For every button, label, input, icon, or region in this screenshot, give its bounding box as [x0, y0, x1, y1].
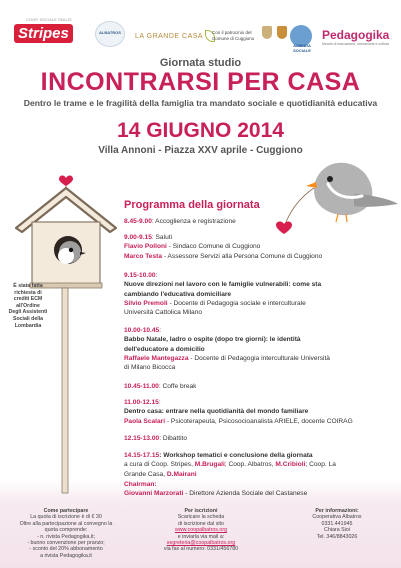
program-item-dibattito — [124, 434, 394, 443]
speaker-name: Marco Testa — [124, 252, 162, 260]
program-item-saluti — [124, 233, 394, 261]
footer-line: quota comprende: — [44, 527, 88, 534]
program-time: 10.45-11.00 — [124, 383, 159, 390]
event-venue: Villa Annoni - Piazza XXV aprile - Cuggiono — [98, 145, 303, 156]
program-chairman — [124, 480, 394, 499]
program-text: : — [155, 272, 158, 279]
talk-title: dell'educatore a domicilio — [124, 345, 205, 353]
azienda-line-2: SOCIALE — [293, 47, 311, 53]
workshop-text: Coop. Stripes, — [151, 461, 195, 469]
pedagogika-subtitle: Mondo di educazione, formazione e cultura — [322, 42, 389, 46]
talk-title: Dentro casa: entrare nella quotidianità del mondo familiare — [124, 408, 309, 416]
bird-beak-icon — [306, 182, 317, 188]
program-time: 14.15-17.15 — [124, 452, 160, 459]
program-text: : — [158, 399, 161, 406]
ecm-line: Lombardia — [14, 322, 42, 329]
speaker-role: - Docente di Pedagogia sociale e interculturale — [167, 299, 306, 307]
hanging-heart-icon — [59, 175, 73, 186]
speaker-name: Flavio Polloni — [124, 243, 167, 251]
program-title: Programma della giornata — [124, 199, 260, 211]
footer-line: - buono convenzione per pranzo; — [27, 540, 105, 547]
footer-line: La quota di iscrizione è di € 30 — [30, 514, 102, 521]
birdhouse-pole — [62, 288, 68, 493]
program-text: : Workshop tematici e conclusione della giornata — [159, 452, 313, 459]
ecm-credits-note — [5, 283, 51, 329]
stripes-tagline: COOP. SOCIALE ONLUS — [26, 17, 72, 22]
workshop-text: ; Coop. Albatros, — [224, 461, 276, 469]
speaker-role: - Psicoterapeuta, Psicosocioanalista ARIELE, docente COIRAG — [165, 417, 353, 425]
speaker-name: Silvio Premoli — [124, 299, 168, 307]
speaker-role: - Assessore Servizi alla Persona Comune di Cuggiono — [162, 252, 323, 260]
speaker-role: Università Cattolica Milano — [124, 309, 203, 317]
program-text: : Coffe break — [158, 383, 197, 390]
event-date: 14 GIUGNO 2014 — [117, 119, 284, 142]
program-text: : Saluti — [151, 234, 173, 241]
program-item-scalari — [124, 398, 394, 426]
program-item-registration — [124, 217, 394, 226]
footer-line: a rivista Pedagogika.it — [40, 552, 92, 559]
footer-line: Chiara Sioi — [324, 527, 350, 534]
talk-title: Nuove direzioni nel lavoro con le famiglie vulnerabili: come sta — [124, 281, 322, 289]
patrocinio-note — [212, 30, 254, 42]
footer-participation — [2, 508, 130, 559]
footer-line: - sconto del 20% abbonamento — [29, 546, 103, 553]
program-item-workshop — [124, 451, 394, 479]
comune-crest-icon — [262, 26, 272, 39]
event-kicker: Giornata studio — [159, 57, 242, 69]
footer-line: - n. rivista Pedagogika.it; — [37, 533, 95, 540]
ecm-line: richiesta di — [14, 289, 42, 296]
footer-line: Cooperativa Albatros — [312, 514, 362, 521]
program-text: : — [159, 327, 162, 334]
speaker-role: di Milano Bicocca — [124, 364, 176, 372]
program-time: 10.00-10.45 — [124, 327, 160, 334]
footer-line: e inviarla via mail a: — [177, 533, 225, 540]
workshop-text: Grande Casa, — [124, 470, 167, 478]
footer-line: 0331.441945 — [321, 520, 353, 527]
ecm-line: crediti ECM — [13, 296, 43, 303]
footer-information — [276, 508, 398, 540]
workshop-leader: D.Mairani — [166, 470, 197, 478]
footer-heading: Per informazioni: — [315, 508, 359, 514]
program-time: 9.00-9.15 — [124, 234, 152, 241]
program-time: 11.00-12.15 — [124, 399, 159, 406]
patrocinio-line-1: Con il patrocinio del — [212, 30, 252, 35]
speaker-role: - Sindaco Comune di Cuggiono — [166, 243, 261, 251]
speaker-name: Raffaele Mantegazza — [124, 354, 189, 362]
birdhouse-illustration — [0, 170, 125, 500]
chairman-label: Chairman: — [124, 481, 157, 488]
program-item-coffee — [124, 382, 394, 391]
speaker-role: - Docente di Pedagogia interculturale Università — [188, 354, 330, 362]
ecm-line: Degli Assistenti — [8, 309, 48, 316]
workshop-text: ; Coop. La — [305, 461, 336, 469]
program-time: 8.45-9.00 — [124, 218, 152, 225]
talk-title: Babbo Natale, ladro o ospite (dopo tre giorni): le identità — [124, 336, 301, 344]
footer-line: Oltre alla partecipazione al convegno la — [19, 520, 113, 527]
azienda-line-1: AZIENDA — [293, 43, 311, 48]
footer-heading: Come partecipare — [43, 508, 89, 514]
workshop-text: a cura di — [124, 461, 152, 469]
workshop-leader: M.Brugali — [194, 461, 225, 469]
azienda-sociale-label — [285, 44, 319, 53]
program-time: 12.15-13.00 — [124, 435, 160, 442]
program-time: 9.15-10.00 — [124, 272, 156, 279]
patrocinio-line-2: Comune di Cuggiono — [212, 36, 255, 41]
fax-line: via fax al numero: 0331/456780 — [163, 546, 239, 553]
ecm-line: Sociali della — [13, 315, 43, 322]
talk-title: cambiando l'educativa domiciliare — [124, 290, 232, 298]
pedagogika-wordmark: Pedagogika — [322, 28, 390, 42]
footer-heading: Per iscrizioni — [184, 508, 218, 514]
la-grande-casa-logo — [135, 30, 215, 42]
event-title: INCONTRARSI PER CASA — [40, 68, 361, 96]
stripes-wordmark: Stripes — [14, 24, 73, 43]
footer-registration — [136, 508, 266, 553]
second-crest-icon — [277, 26, 287, 39]
program-item-mantegazza — [124, 326, 394, 372]
program-text: : Accoglienza e registrazione — [151, 218, 236, 225]
program-text: : Dibattito — [159, 435, 188, 442]
speaker-name: Paola Scalari — [124, 417, 166, 425]
program-item-premoli — [124, 271, 394, 317]
albatros-label: ALBATROS — [99, 30, 121, 35]
workshop-leader: M.Cribioli — [275, 461, 306, 469]
footer-line: Tel. 346/8843026 — [316, 533, 358, 540]
albatros-logo — [95, 21, 125, 47]
la-grande-casa-label: LA GRANDE CASA — [135, 32, 204, 40]
speaker-role: - Direttore Azienda Sociale del Castanese — [183, 490, 308, 498]
logo-bar — [0, 8, 401, 56]
stripes-logo — [14, 17, 73, 43]
website-link[interactable]: www.coopalbatros.org — [174, 527, 228, 534]
footer-line: Scaricare la scheda — [177, 514, 225, 521]
footer-line: di iscrizione dal sito — [178, 520, 224, 527]
event-subtitle: Dentro le trame e le fragilità della famiglia tra mandato sociale e quotidianità educativa — [23, 98, 378, 108]
speaker-name: Giovanni Marzorati — [124, 490, 184, 498]
pedagogika-logo — [322, 28, 389, 46]
ecm-line: È stata fatta — [13, 283, 43, 289]
ecm-line: all'Ordine — [16, 302, 40, 309]
email-link[interactable]: segreteria@coopalbatros.org — [166, 540, 236, 547]
